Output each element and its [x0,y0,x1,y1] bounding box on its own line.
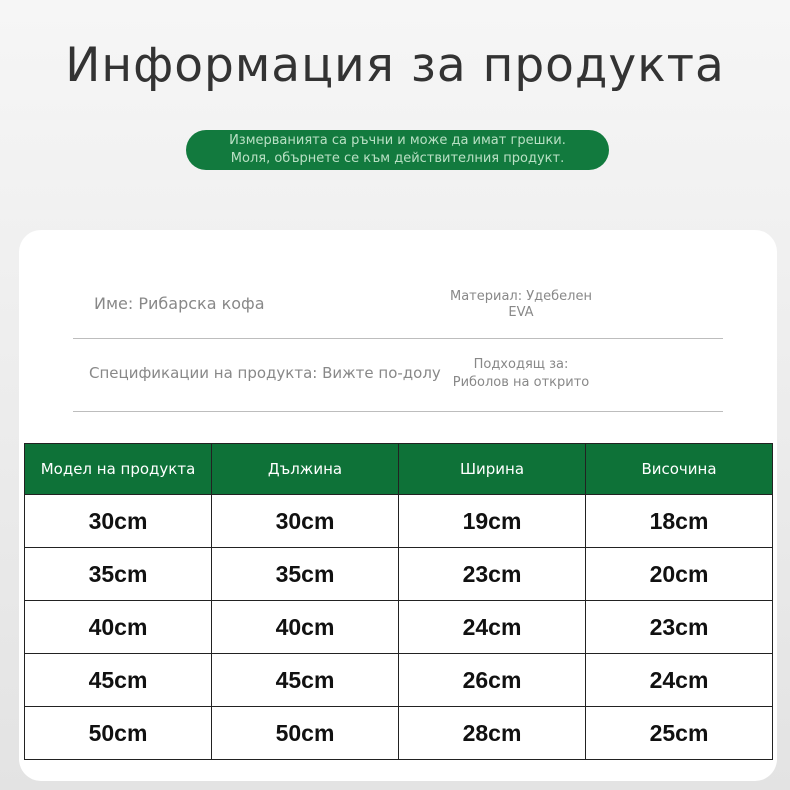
cell-height: 25cm [586,707,773,760]
cell-width: 19cm [399,495,586,548]
product-material [439,289,603,321]
header-width: Ширина [399,444,586,495]
table-row [25,548,773,601]
measurement-notice-badge [186,130,609,170]
notice-line-1: Измерванията са ръчни и може да имат грешки. [229,133,566,148]
page-title: Информация за продукта [65,38,725,93]
cell-length: 30cm [212,495,399,548]
cell-length: 45cm [212,654,399,707]
divider [73,338,723,339]
table-row [25,495,773,548]
cell-length: 35cm [212,548,399,601]
cell-height: 24cm [586,654,773,707]
cell-height: 18cm [586,495,773,548]
suitable-line-2: Риболов на открито [452,375,590,390]
material-line-1: Материал: Удебелен [450,289,592,304]
material-line-2: EVA [508,305,534,320]
cell-length: 40cm [212,601,399,654]
header-row [25,444,773,495]
cell-model: 50cm [25,707,212,760]
size-table-body [25,495,773,760]
cell-height: 20cm [586,548,773,601]
cell-width: 23cm [399,548,586,601]
cell-model: 40cm [25,601,212,654]
table-row [25,707,773,760]
header-length: Дължина [212,444,399,495]
product-specifications: Спецификации на продукта: Вижте по-долу [89,364,441,382]
notice-line-2: Моля, обърнете се към действителния продукт. [230,151,565,166]
cell-width: 26cm [399,654,586,707]
divider [73,411,723,412]
cell-width: 28cm [399,707,586,760]
cell-model: 35cm [25,548,212,601]
cell-length: 50cm [212,707,399,760]
suitable-line-1: Подходящ за: [473,357,569,372]
product-name: Име: Рибарска кофа [94,294,265,313]
size-table [24,443,773,760]
size-table-header [25,444,773,495]
header-model: Модел на продукта [25,444,212,495]
cell-model: 30cm [25,495,212,548]
header-height: Височина [586,444,773,495]
table-row [25,601,773,654]
cell-height: 23cm [586,601,773,654]
cell-width: 24cm [399,601,586,654]
product-suitable-for [439,356,603,392]
cell-model: 45cm [25,654,212,707]
table-row [25,654,773,707]
